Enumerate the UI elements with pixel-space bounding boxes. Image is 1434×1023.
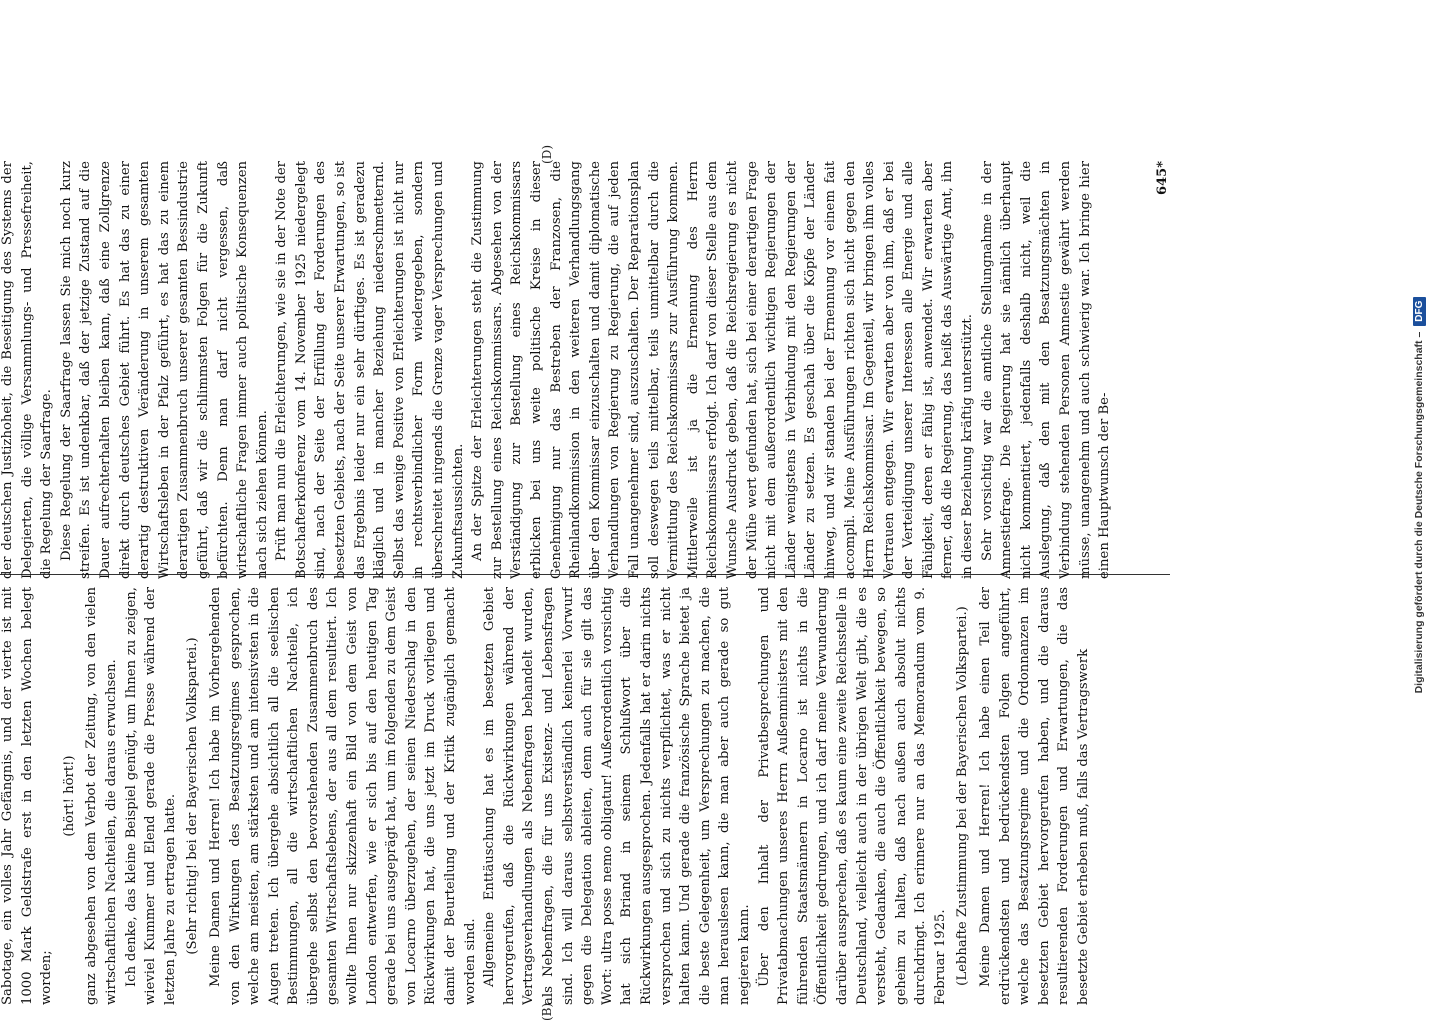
paragraph: Prüft man nun die Erleichterungen, wie sie in der Note der Botschafterkonferenz vom 14. November 1925 niedergelegt sind, nach der Seite der Erfüllung der Forderungen des besetzten Gebiets, nach der Seite unserer Erwartungen, so ist das Ergebnis leider nur ein sehr dürftiges. Es ist geradezu kläglich und in mancher Beziehung niederschmetternd. Selbst das wenige Positive von Erleichterungen ist nicht nur in rechtsverbindlicher Form wiedergegeben, sondern überschreitet nirgends die Grenze vager Versprechungen und Zukunftsaussichten. xyxy=(274,161,466,579)
interjection: (hört! hört!) xyxy=(61,755,77,837)
interjection: (Sehr richtig! bei der Bayerischen Volkspartei.) xyxy=(185,637,201,955)
digitization-note xyxy=(1404,135,1434,855)
margin-marker-d: (D) xyxy=(540,145,554,164)
paragraph: Meine Damen und Herren! Ich habe einen Teil der erdrückendsten und bedrückendsten Folgen angeführt, welche das Besatzungsregime und die Ordonnanzen im besetzten Gebiet hervorgerufen haben, und die daraus resultierenden Forderungen und Erwartungen, die das besetzte Gebiet erheben muß, falls das Vertragswerk xyxy=(978,587,1092,1005)
paragraph: Allgemeine Enttäuschung hat es im besetzten Gebiet hervorgerufen, daß die Rückwirkungen während der Vertragsverhandlungen als Nebenfragen behandelt wurden, als Nebenfragen, die für uns Existenz- und Lebensfragen sind. Ich will daraus selbstverständlich keinerlei Vorwurf gegen die Delegation ableiten, denn auch für sie gilt das Wort: ultra posse nemo obligatur! Außerordentlich vorsichtig hat sich Briand in seinem Schlußwort über die Rückwirkungen ausgesprochen. Jedenfalls hat er darin nichts versprochen und sich zu nichts verpflichtet, was er nicht halten kann. Und gerade die französische Sprache bietet ja die beste Gelegenheit, um Versprechungen zu machen, die man herauslesen kann, die man aber auch gerade so gut negieren kann. xyxy=(482,587,752,1005)
paragraph: Über den Inhalt der Privatbesprechungen und Privatabmachungen unseres Herrn Außenministers mit den führenden Staatsmännern in Locarno ist nichts in die Öffentlichkeit gedrungen, und ich darf meine Verwunderung darüber aussprechen, daß es kaum eine zweite Reichsstelle in Deutschland, vielleicht auch in der übrigen Welt gibt, die es versteht, Gedanken, die auch die Öffentlichkeit bewegen, so geheim zu halten, daß nach außen auch absolut nichts durchdringt. Ich erinnere nur an das Memorandum vom 9. Februar 1925. xyxy=(756,587,948,1005)
paragraph: ganz abgesehen von dem Verbot der Zeitung, von den vielen wirtschaftlichen Nachteilen, die daraus erwuchsen. xyxy=(84,587,119,1005)
paragraph: Diese Regelung der Saarfrage lassen Sie mich noch kurz streifen. Es ist undenkbar, daß der jetzige Zustand auf die Dauer aufrechterhalten bleiben kann, daß eine Zollgrenze direkt durch deutsches Gebiet führt. Es hat das zu einer derartig destruktiven Veränderung in unserem gesamten Wirtschaftsleben in der Pfalz geführt, es hat das zu einem derartigen Zusammenbruch unserer gesamten Bessindustrie geführt, daß wir die schlimmsten Folgen für die Zukunft befürchten. Denn man darf nicht vergessen, daß wirtschaftliche Fragen immer auch politische Konsequenzen nach sich ziehen können. xyxy=(58,161,270,579)
margin-marker-b: (B) xyxy=(540,1002,554,1021)
paragraph: Sabotage, ein volles Jahr Gefängnis, und der vierte ist mit 1000 Mark Geldstrafe erst in den letzten Wochen belegt worden; xyxy=(0,587,55,1005)
right-column xyxy=(0,161,1170,579)
dfg-logo: DFG xyxy=(1413,297,1426,326)
digitization-sidebar xyxy=(1404,0,1434,1000)
signature-mark: 645* xyxy=(1155,161,1170,195)
paragraph: der deutschen Justizhoheit, die Beseitigung des Systems der Delegierten, die völlige Versammlungs- und Pressefreiheit, die Regelung der Saarfrage. xyxy=(0,161,55,579)
paragraph: An der Spitze der Erleichterungen steht die Zustimmung zur Bestellung eines Reichskommissars. Abgesehen von der Verständigung zur Bestellung eines Reichskommissars erblicken bei uns weite politische Kreise in dieser Genehmigung nur das Bestreben der Franzosen, die Rheinlandkommission in den weiteren Verhandlungsgang über den Kommissar einzuschalten und damit diplomatische Verhandlungen von Regierung zu Regierung, die auf jeden Fall unangenehmer sind, auszuschalten. Der Reparationsplan soll deswegen teils mittelbar, teils unmittelbar durch die Vermittlung des Reichskommissars zur Ausführung kommen. Mittlerweile ist ja die Ernennung des Herrn Reichskommissars erfolgt. Ich darf von dieser Stelle aus dem Wunsche Ausdruck geben, daß die Reichsregierung es nicht der Mühe wert gefunden hat, sich bei einer derartigen Frage nicht mit dem außerordentlich wichtigen Regierungen der Länder wenigstens in Verbindung mit den Regierungen der Länder zu setzen. Es geschah über die Köpfe der Länder hinweg, und wir standen bei der Ernennung vor einem fait accompli. Meine Ausführungen richten sich nicht gegen den Herrn Reichskommissar. Im Gegenteil, wir bringen ihm volles Vertrauen entgegen. Wir erwarten aber von ihm, daß er bei der Verteidigung unserer Interessen alle Energie und alle Fähigkeit, deren er fähig ist, anwendet. Wir erwarten aber ferner, daß die Regierung, das heißt das Auswärtige Amt, ihn in dieser Beziehung kräftig unterstützt. xyxy=(470,161,976,579)
paragraph: Meine Damen und Herren! Ich habe im Vorhergehenden von den Wirkungen des Besatzungsregimes gesprochen, welche am meisten, am stärksten und am intensivsten in die Augen treten. Ich übergehe absichtlich all die seelischen Bestimmungen, all die wirtschaftlichen Nachteile, ich übergehe selbst den bevorstehenden Zusammenbruch des gesamten Wirtschaftslebens, der aus all dem resultiert. Ich wollte Ihnen nur skizzenhaft ein Bild von dem Geist von London entwerfen, wie er sich bis auf den heutigen Tag gerade bei uns ausgeprägt hat, um im folgenden zu dem Geist von Locarno überzugehen, der seinen Niederschlag in den Rückwirkungen hat, die uns jetzt im Druck vorliegen und damit der Beurteilung und der Kritik zugänglich gemacht worden sind. xyxy=(207,587,478,1005)
interjection: (Lebhafte Zustimmung bei der Bayerischen Volkspartei.) xyxy=(955,606,971,986)
digitization-text: Digitalisierung gefördert durch die Deutsche Forschungsgemeinschaft – xyxy=(1413,331,1425,694)
paragraph: Sehr vorsichtig war die amtliche Stellungnahme in der Amnestiefrage. Die Regierung hat sie nämlich überhaupt nicht kommentiert, jedenfalls deshalb nicht, weil die Auslegung, daß den mit den Besatzungsmächten in Verbindung stehenden Personen Amnestie gewährt werden müsse, unangenehm und auch schwierig war. Ich bringe hier einen Hauptwunsch der Be- xyxy=(979,161,1113,579)
rotated-document-page xyxy=(0,143,1187,1023)
left-column xyxy=(0,587,1170,1005)
text-columns xyxy=(0,145,1170,1021)
paragraph: Ich denke, das kleine Beispiel genügt, um Ihnen zu zeigen, wieviel Kummer und Elend gerade die Presse während der letzten Jahre zu ertragen hatte. xyxy=(123,587,178,1005)
